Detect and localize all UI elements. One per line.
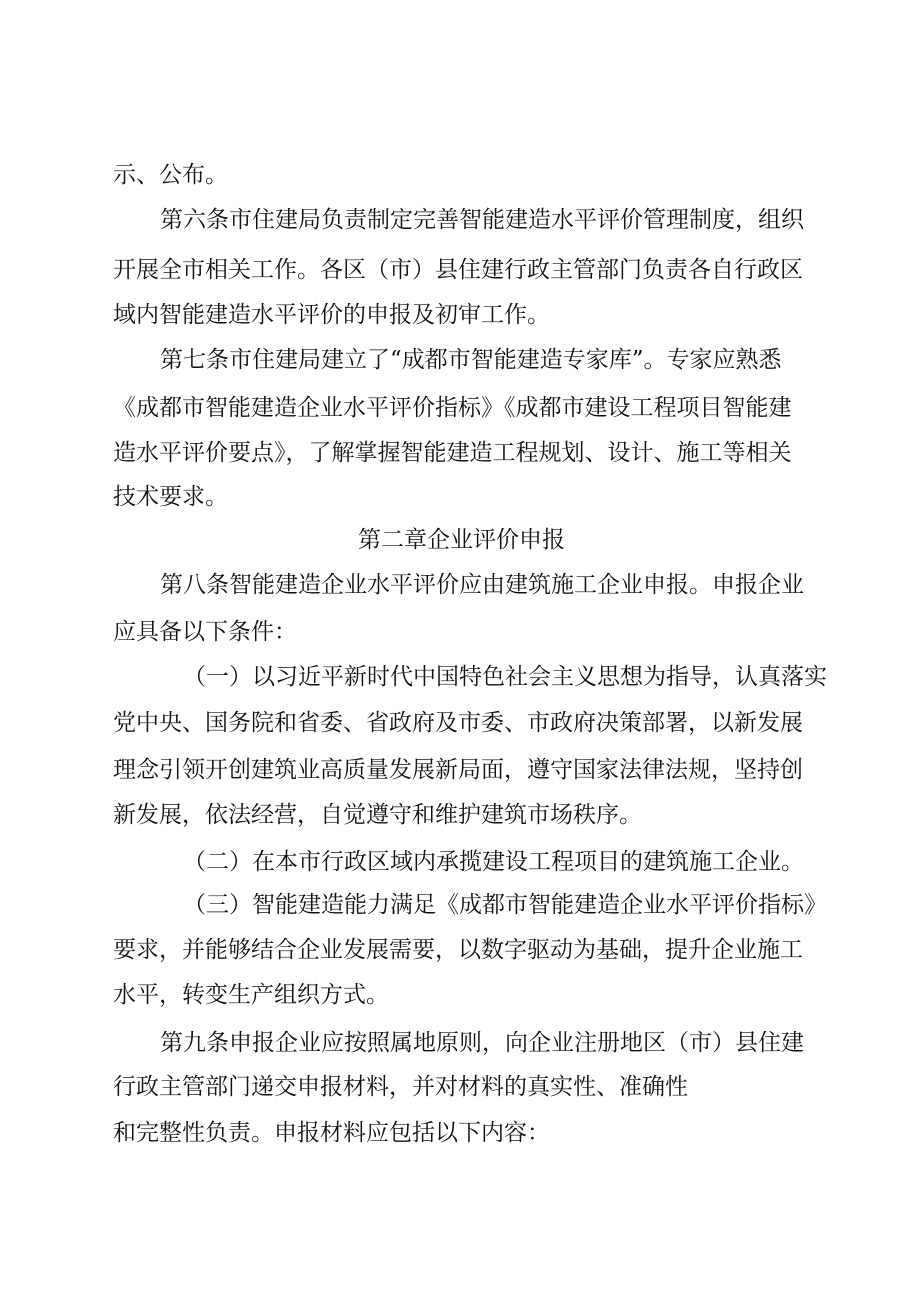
- article-6-heading-line: 第六条市住建局负责制定完善智能建造水平评价管理制度，组织: [160, 207, 804, 233]
- condition-1-line: （一）以习近平新时代中国特色社会主义思想为指导，认真落实: [183, 664, 827, 690]
- text-line: 造水平评价要点》，了解掌握智能建造工程规划、设计、施工等相关: [113, 440, 792, 466]
- article-9-heading-line: 第九条申报企业应按照属地原则，向企业注册地区（市）县住建: [160, 1030, 804, 1056]
- text-line: 示、公布。: [113, 162, 228, 188]
- text-line: 《成都市智能建造企业水平评价指标》《成都市建设工程项目智能建: [113, 395, 792, 421]
- condition-3-line: （三）智能建造能力满足《成都市智能建造企业水平评价指标》: [183, 892, 827, 918]
- text-line: 理念引领开创建筑业高质量发展新局面，遵守国家法律法规，坚持创: [113, 757, 803, 783]
- text-line: 域内智能建造水平评价的申报及初审工作。: [113, 302, 550, 328]
- text-line: 要求，并能够结合企业发展需要，以数字驱动为基础，提升企业施工: [113, 937, 803, 963]
- text-line: 技术要求。: [113, 484, 228, 510]
- text-line: 开展全市相关工作。各区（市）县住建行政主管部门负责各自行政区: [113, 257, 803, 283]
- text-line: 行政主管部门递交申报材料，并对材料的真实性、准确性: [113, 1074, 688, 1100]
- text-line: 水平，转变生产组织方式。: [113, 982, 389, 1008]
- article-7-heading-line: 第七条市住建局建立了“成都市智能建造专家库”。专家应熟悉: [160, 347, 782, 373]
- condition-2-line: （二）在本市行政区域内承揽建设工程项目的建筑施工企业。: [183, 849, 804, 875]
- text-line: 党中央、国务院和省委、省政府及市委、市政府决策部署，以新发展: [113, 710, 803, 736]
- text-line: 新发展，依法经营，自觉遵守和维护建筑市场秩序。: [113, 802, 642, 828]
- text-line: 应具备以下条件：: [113, 619, 297, 645]
- text-line: 和完整性负责。申报材料应包括以下内容：: [113, 1120, 550, 1146]
- article-8-heading-line: 第八条智能建造企业水平评价应由建筑施工企业申报。申报企业: [160, 572, 804, 598]
- chapter-heading: 第二章企业评价申报: [358, 527, 565, 553]
